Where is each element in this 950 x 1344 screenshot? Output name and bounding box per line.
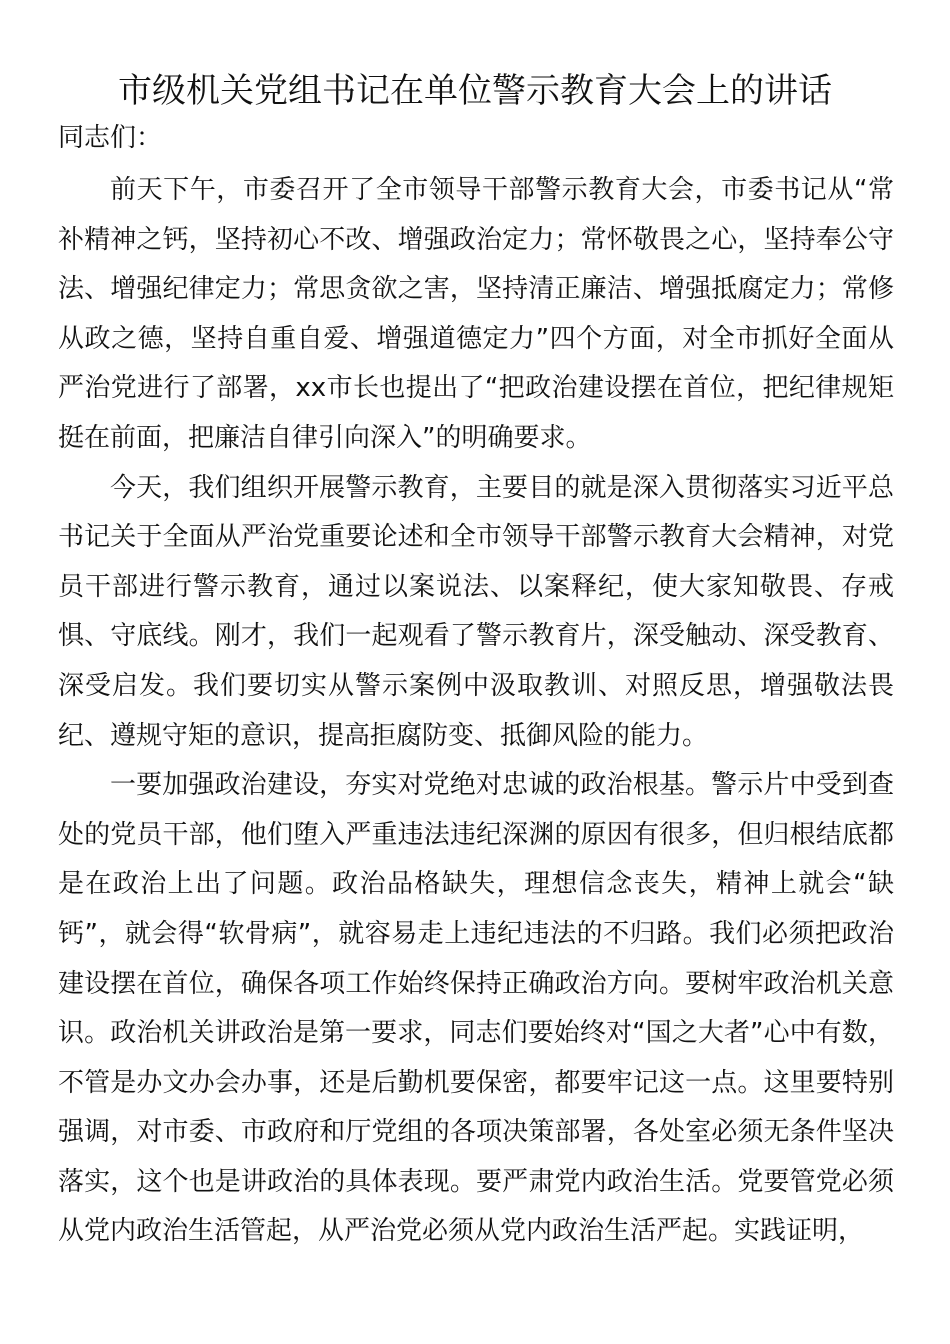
paragraph-3: 一要加强政治建设，夯实对党绝对忠诚的政治根基。警示片中受到查处的党员干部，他们堕入严重违法违纪深渊的原因有很多，但归根结底都是在政治上出了问题。政治品格缺失，理想信念丧失，精神上就会“缺钙”，就会得“软骨病”，就容易走上违纪违法的不归路。我们必须把政治建设摆在首位，确保各项工作始终保持正确政治方向。要树牢政治机关意识。政治机关讲政治是第一要求，同志们要始终对“国之大者”心中有数，不管是办文办会办事，还是后勤机要保密，都要牢记这一点。这里要特别强调，对市委、市政府和厅党组的各项决策部署，各处室必须无条件坚决落实，这个也是讲政治的具体表现。要严肃党内政治生活。党要管党必须从党内政治生活管起，从严治党必须从党内政治生活严起。实践证明， — [58, 770, 894, 1247]
salutation: 同志们： — [58, 123, 163, 153]
paragraph-1: 前天下午，市委召开了全市领导干部警示教育大会，市委书记从“常补精神之钙，坚持初心不改、增强政治定力；常怀敬畏之心，坚持奉公守法、增强纪律定力；常思贪欲之害，坚持清正廉洁、增强抵腐定力；常修从政之德，坚持自重自爱、增强道德定力”四个方面，对全市抓好全面从严治党进行了部署，xx市长也提出了“把政治建设摆在首位，把纪律规矩挺在前面，把廉洁自律引向深入”的明确要求。 — [58, 175, 894, 453]
document-body — [58, 166, 894, 1257]
paragraph-2: 今天，我们组织开展警示教育，主要目的就是深入贯彻落实习近平总书记关于全面从严治党重要论述和全市领导干部警示教育大会精神，对党员干部进行警示教育，通过以案说法、以案释纪，使大家知敬畏、存戒惧、守底线。刚才，我们一起观看了警示教育片，深受触动、深受教育、深受启发。我们要切实从警示案例中汲取教训、对照反思，增强敬法畏纪、遵规守矩的意识，提高拒腐防变、抵御风险的能力。 — [58, 472, 894, 751]
document-title: 市级机关党组书记在单位警示教育大会上的讲话 — [118, 71, 832, 111]
